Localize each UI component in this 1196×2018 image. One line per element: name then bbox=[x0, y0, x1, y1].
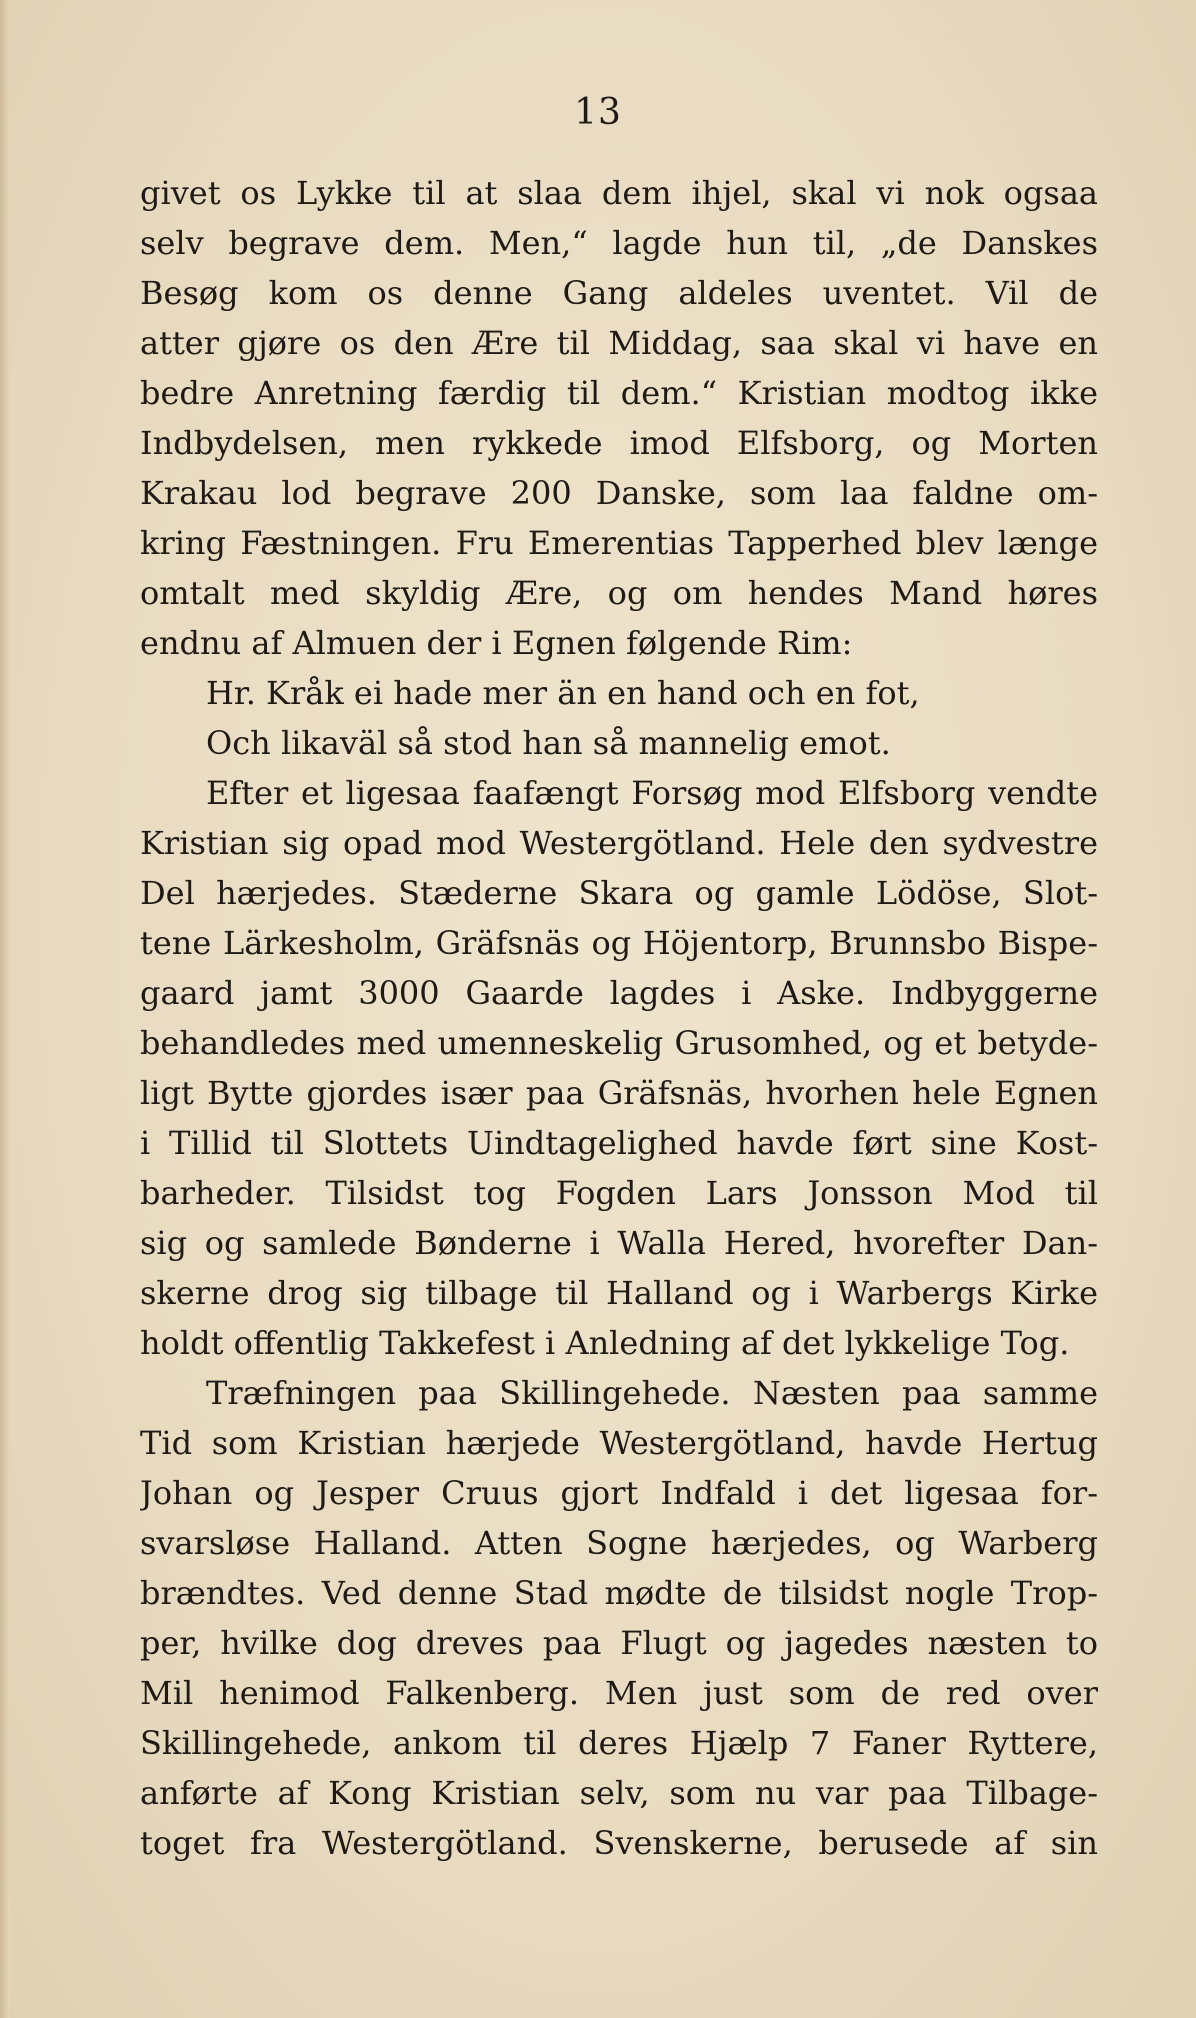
text-line: toget fra Westergötland. Svenskerne, berusede af sin bbox=[140, 1824, 1098, 1862]
text-line: omtalt med skyldig Ære, og om hendes Mand høres bbox=[140, 574, 1098, 612]
text-line: brændtes. Ved denne Stad mødte de tilsidst nogle Trop- bbox=[140, 1574, 1098, 1612]
text-line: anførte af Kong Kristian selv, som nu var paa Tilbage- bbox=[140, 1774, 1098, 1812]
text-line: atter gjøre os den Ære til Middag, saa skal vi have en bbox=[140, 324, 1098, 362]
text-line: svarsløse Halland. Atten Sogne hærjedes, og Warberg bbox=[140, 1524, 1098, 1562]
text-line: ligt Bytte gjordes især paa Gräfsnäs, hvorhen hele Egnen bbox=[140, 1074, 1098, 1112]
text-line: Johan og Jesper Cruus gjort Indfald i det ligesaa for- bbox=[140, 1474, 1098, 1512]
text-line: Tid som Kristian hærjede Westergötland, havde Hertug bbox=[140, 1424, 1098, 1462]
text-line: barheder. Tilsidst tog Fogden Lars Jonsson Mod til bbox=[140, 1174, 1098, 1212]
text-line: endnu af Almuen der i Egnen følgende Rim: bbox=[140, 624, 853, 662]
text-line: bedre Anretning færdig til dem.“ Kristian modtog ikke bbox=[140, 374, 1098, 412]
page-number: 13 bbox=[574, 92, 622, 133]
text-line: sig og samlede Bønderne i Walla Hered, hvorefter Dan- bbox=[140, 1224, 1098, 1262]
text-line: Efter et ligesaa faafængt Forsøg mod Elfsborg vendte bbox=[206, 774, 1098, 812]
text-line: kring Fæstningen. Fru Emerentias Tapperhed blev længe bbox=[140, 524, 1098, 562]
text-line: Del hærjedes. Stæderne Skara og gamle Lödöse, Slot- bbox=[140, 874, 1098, 912]
text-line: gaard jamt 3000 Gaarde lagdes i Aske. Indbyggerne bbox=[140, 974, 1098, 1012]
text-line: per, hvilke dog dreves paa Flugt og jagedes næsten to bbox=[140, 1624, 1098, 1662]
text-line: givet os Lykke til at slaa dem ihjel, skal vi nok ogsaa bbox=[140, 174, 1098, 212]
text-line: behandledes med umenneskelig Grusomhed, og et betyde- bbox=[140, 1024, 1098, 1062]
text-line: selv begrave dem. Men,“ lagde hun til, „de Danskes bbox=[140, 224, 1098, 262]
text-line: skerne drog sig tilbage til Halland og i Warbergs Kirke bbox=[140, 1274, 1098, 1312]
text-line: Besøg kom os denne Gang aldeles uventet. Vil de bbox=[140, 274, 1098, 312]
text-line: Kristian sig opad mod Westergötland. Hele den sydvestre bbox=[140, 824, 1098, 862]
verse-line: Och likaväl så stod han så mannelig emot. bbox=[206, 724, 891, 762]
text-line: holdt offentlig Takkefest i Anledning af det lykkelige Tog. bbox=[140, 1324, 1070, 1362]
page-edge bbox=[0, 0, 10, 2018]
text-line: Krakau lod begrave 200 Danske, som laa faldne om- bbox=[140, 474, 1098, 512]
text-line: i Tillid til Slottets Uindtagelighed havde ført sine Kost- bbox=[140, 1124, 1098, 1162]
text-line: tene Lärkesholm, Gräfsnäs og Höjentorp, Brunnsbo Bispe- bbox=[140, 924, 1098, 962]
section-heading-line: Træfningen paa Skillingehede. Næsten paa samme bbox=[206, 1374, 1098, 1412]
text-line: Mil henimod Falkenberg. Men just som de red over bbox=[140, 1674, 1098, 1712]
text-line: Indbydelsen, men rykkede imod Elfsborg, og Morten bbox=[140, 424, 1098, 462]
verse-line: Hr. Kråk ei hade mer än en hand och en fot, bbox=[206, 674, 920, 712]
body-text bbox=[140, 168, 1098, 1868]
text-line: Skillingehede, ankom til deres Hjælp 7 Faner Ryttere, bbox=[140, 1724, 1098, 1762]
